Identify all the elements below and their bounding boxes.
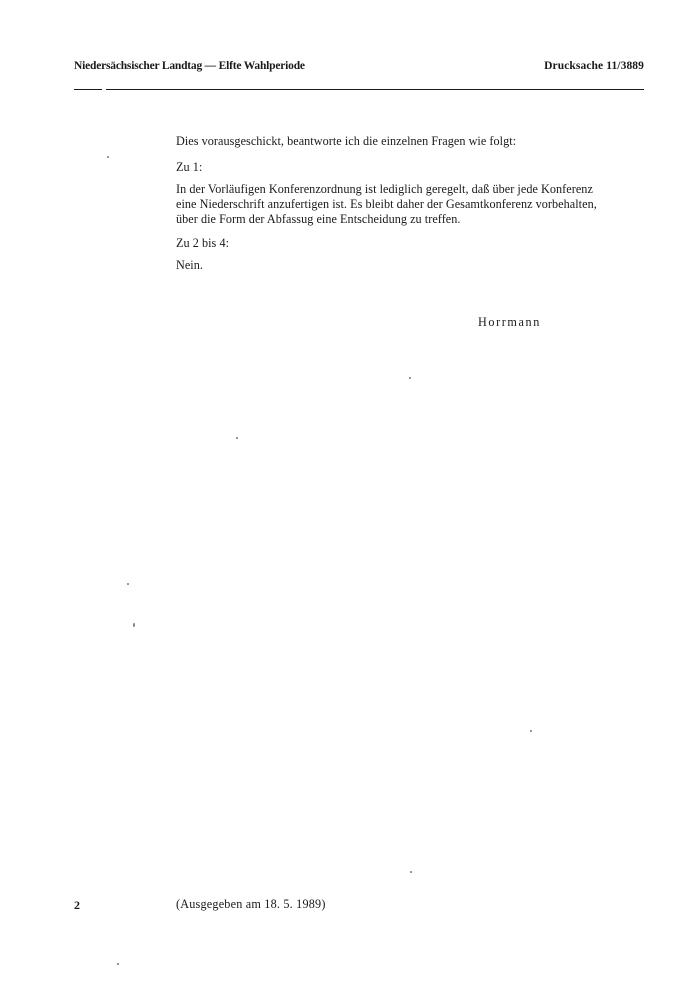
scan-speck — [127, 583, 129, 585]
scan-speck — [117, 963, 119, 965]
page-number: 2 — [74, 898, 80, 912]
page-header — [74, 60, 644, 80]
scan-speck — [236, 437, 238, 439]
header-rule-right — [106, 89, 644, 90]
scan-speck — [133, 623, 135, 627]
header-parliament-title: Niedersächsischer Landtag — Elfte Wahlperiode — [74, 60, 305, 72]
body-text — [176, 134, 602, 273]
answer-1-heading: Zu 1: — [176, 160, 203, 174]
scan-speck — [107, 156, 109, 158]
signature-name: Horrmann — [478, 315, 541, 329]
scan-speck — [410, 871, 412, 873]
scan-speck — [409, 377, 411, 379]
answer-1-text: In der Vorläufigen Konferenzordnung ist lediglich geregelt, daß über jede Konferenz eine Niederschrift anzufertigen ist. Es bleibt daher der Gesamtkonferenz vorbehalten, über die Form der Abfassug eine Entscheidung zu treffen. — [176, 182, 597, 226]
answer-2-4-text: Nein. — [176, 258, 203, 272]
intro-paragraph: Dies vorausgeschickt, beantworte ich die einzelnen Fragen wie folgt: — [176, 134, 517, 148]
scan-speck — [530, 730, 532, 732]
header-document-number: Drucksache 11/3889 — [544, 60, 644, 72]
header-rule-left — [74, 89, 102, 90]
issue-date: (Ausgegeben am 18. 5. 1989) — [176, 897, 326, 911]
answer-2-4-heading: Zu 2 bis 4: — [176, 236, 230, 250]
